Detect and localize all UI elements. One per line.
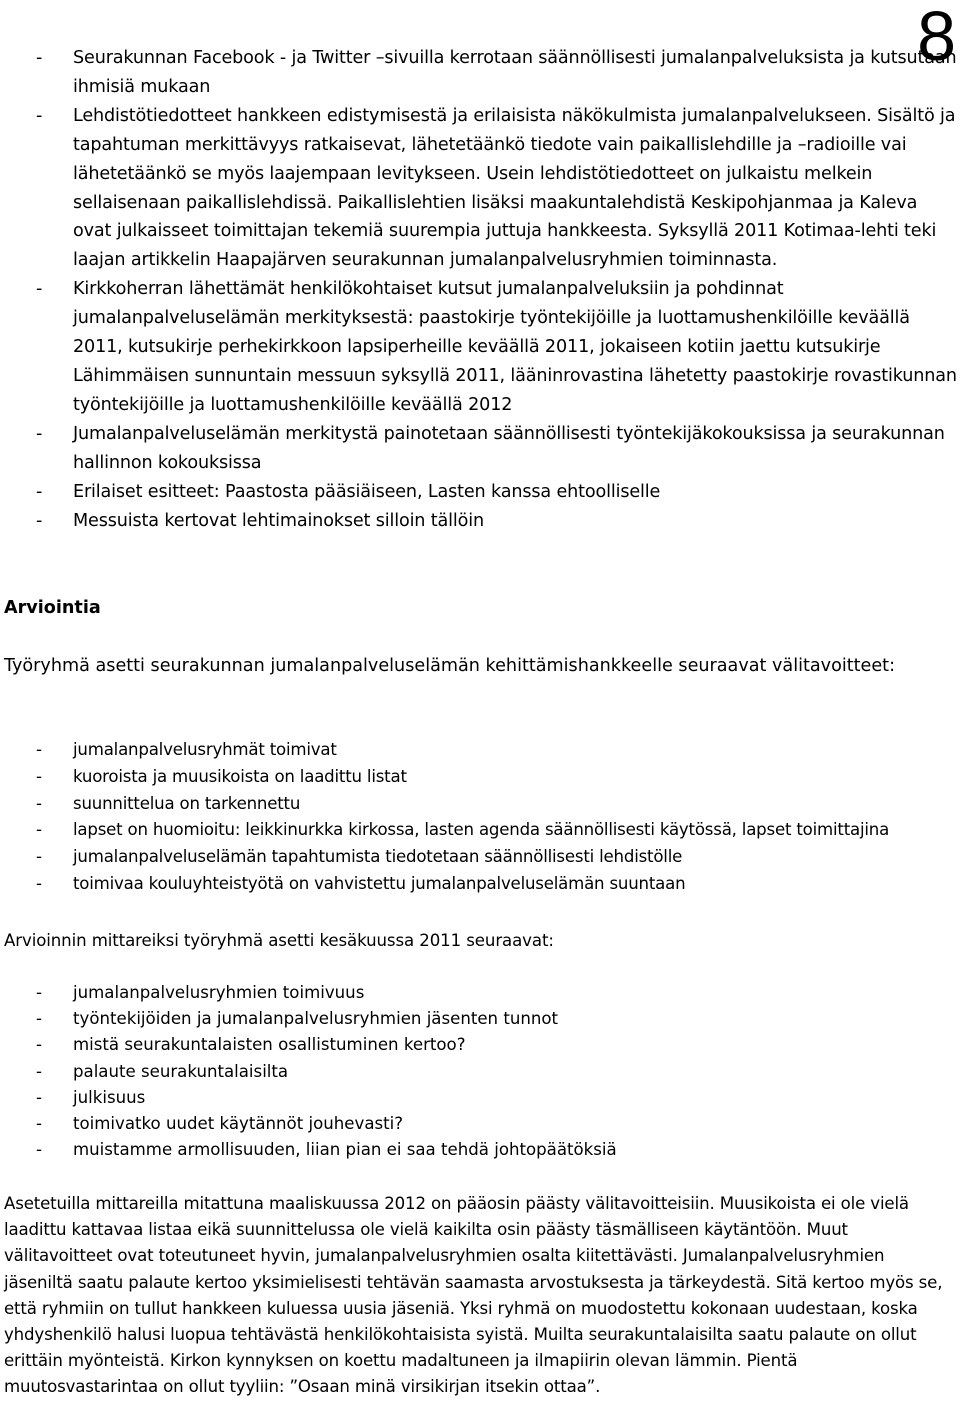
list-item-text: Kirkkoherran lähettämät henkilökohtaiset kutsut jumalanpalveluksiin ja pohdinnat jumalanpalveluselämän merkityksestä: paastokirje työntekijöille ja luottamushenkilöille keväällä 2011, kutsukirje perhekirkkoon lapsiperheille keväällä 2011, jokaiseen kotiin jaettu kutsukirje Lähimmäisen sunnuntain messuun syksyllä 2011, lääninrovastina lähetetty paastokirje rovastikunnan työntekijöille ja luottamushenkilöille keväällä 2012	[73, 279, 957, 415]
list-item-text: palaute seurakuntalaisilta	[73, 1061, 289, 1081]
list-item-text: Lehdistötiedotteet hankkeen edistymisestä ja erilaisista näkökulmista jumalanpalvelukseen. Sisältö ja tapahtuman merkittävyys ratkaisevat, lähetetäänkö tiedote vain paikallislehdille ja –radioille vai lähetetäänkö se myös laajempaan levitykseen. Usein lehdistötiedotteet on julkaistu melkein sellaisenaan paikallislehdissä. Paikallislehtien lisäksi maakuntalehdistä Keskipohjanmaa ja Kaleva ovat julkaisseet toimittajan tekemiä suurempia juttuja hankkeesta. Syksyllä 2011 Kotimaa-lehti teki laajan artikkelin Haapajärven seurakunnan jumalanpalvelusryhmien toiminnasta.	[73, 105, 956, 271]
list-item	[0, 844, 958, 871]
list-dash: -	[36, 105, 43, 126]
list-item-text: Erilaiset esitteet: Paastosta pääsiäiseen, Lasten kanssa ehtoolliselle	[73, 481, 661, 502]
section-heading: Arviointia	[4, 598, 101, 618]
list-item	[0, 1059, 958, 1085]
list-item	[0, 1032, 958, 1058]
list-item	[0, 420, 958, 478]
list-dash: -	[36, 873, 42, 893]
page-number: 8	[917, 0, 956, 75]
list-item	[0, 507, 958, 536]
summary-paragraph: Asetetuilla mittareilla mitattuna maaliskuussa 2012 on pääosin päästy välitavoitteisiin. Muusikoista ei ole vielä laadittu kattavaa listaa eikä suunnittelussa ole vielä kaikilta osin päästy täsmälliseen käytäntöön. Muut välitavoitteet ovat toteutuneet hyvin, jumalanpalvelusryhmien osalta kiitettävästi. Jumalanpalvelusryhmien jäseniltä saatu palaute kertoo yksimielisesti tehtävän saamasta arvostuksesta ja tärkeydestä. Sitä kertoo myös se, että ryhmiin on tullut hankkeen kuluessa uusia jäseniä. Yksi ryhmä on muodostettu kokonaan uudestaan, koska yhdyshenkilö halusi luopua tehtävästä henkilökohtaisista syistä. Muilta seurakuntalaisilta saatu palaute on ollut erittäin myönteistä. Kirkon kynnyksen on koettu madaltuneen ja ilmapiirin olevan lämmin. Pientä muutosvastarintaa on ollut tyyliin: ”Osaan minä virsikirjan itsekin ottaa”.	[4, 1194, 943, 1397]
list-item	[0, 1137, 958, 1163]
list-item	[0, 791, 958, 818]
list-item-text: Seurakunnan Facebook - ja Twitter –sivuilla kerrotaan säännöllisesti jumalanpalveluksista ja kutsutaan ihmisiä mukaan	[73, 48, 957, 97]
list-item	[0, 102, 958, 275]
list-dash: -	[36, 847, 42, 867]
list-dash: -	[36, 423, 43, 444]
list-item-text: mistä seurakuntalaisten osallistuminen kertoo?	[73, 1035, 466, 1055]
list-item	[0, 1085, 958, 1111]
list-item	[0, 871, 958, 898]
list-item-text: toimivaa kouluyhteistyötä on vahvistettu jumalanpalveluselämän suuntaan	[73, 873, 686, 893]
list-item-text: suunnittelua on tarkennettu	[73, 793, 301, 813]
list-item-text: Jumalanpalveluselämän merkitystä painotetaan säännöllisesti työntekijäkokouksissa ja seurakunnan hallinnon kokouksissa	[73, 423, 945, 473]
list-item-text: muistamme armollisuuden, liian pian ei saa tehdä johtopäätöksiä	[73, 1140, 617, 1160]
list-item-text: Messuista kertovat lehtimainokset silloin tällöin	[73, 510, 484, 531]
list-dash: -	[36, 48, 43, 68]
list-item	[0, 275, 958, 420]
list-dash: -	[36, 279, 43, 300]
communication-list	[0, 44, 958, 535]
list-dash: -	[36, 1140, 42, 1160]
goals-list	[0, 737, 958, 898]
list-item	[0, 44, 958, 102]
list-item	[0, 817, 958, 844]
list-dash: -	[36, 766, 42, 786]
list-item-text: työntekijöiden ja jumalanpalvelusryhmien jäsenten tunnot	[73, 1009, 559, 1029]
list-dash: -	[36, 1061, 42, 1081]
list-item	[0, 737, 958, 764]
list-dash: -	[36, 1114, 42, 1134]
list-item	[0, 1006, 958, 1032]
list-dash: -	[36, 820, 42, 840]
list-dash: -	[36, 1009, 42, 1029]
metrics-intro: Arvioinnin mittareiksi työryhmä asetti kesäkuussa 2011 seuraavat:	[4, 931, 554, 950]
list-item-text: julkisuus	[73, 1087, 146, 1107]
intro-paragraph: Työryhmä asetti seurakunnan jumalanpalveluselämän kehittämishankkeelle seuraavat välitavoitteet:	[4, 656, 896, 676]
list-dash: -	[36, 740, 42, 759]
list-item	[0, 980, 958, 1006]
list-item	[0, 478, 958, 507]
list-item-text: toimivatko uudet käytännöt jouhevasti?	[73, 1114, 404, 1134]
list-item-text: jumalanpalvelusryhmät toimivat	[73, 740, 337, 759]
metrics-list	[0, 980, 958, 1163]
list-dash: -	[36, 510, 43, 531]
list-item-text: lapset on huomioitu: leikkinurkka kirkossa, lasten agenda säännöllisesti käytössä, lapset toimittajina	[73, 820, 890, 840]
list-item-text: kuoroista ja muusikoista on laadittu listat	[73, 766, 407, 786]
list-dash: -	[36, 1087, 42, 1107]
list-item-text: jumalanpalvelusryhmien toimivuus	[73, 983, 365, 1002]
list-item	[0, 764, 958, 791]
list-dash: -	[36, 481, 43, 502]
list-dash: -	[36, 983, 42, 1002]
list-item	[0, 1111, 958, 1137]
list-item-text: jumalanpalveluselämän tapahtumista tiedotetaan säännöllisesti lehdistölle	[73, 847, 683, 867]
list-dash: -	[36, 793, 42, 813]
list-dash: -	[36, 1035, 42, 1055]
